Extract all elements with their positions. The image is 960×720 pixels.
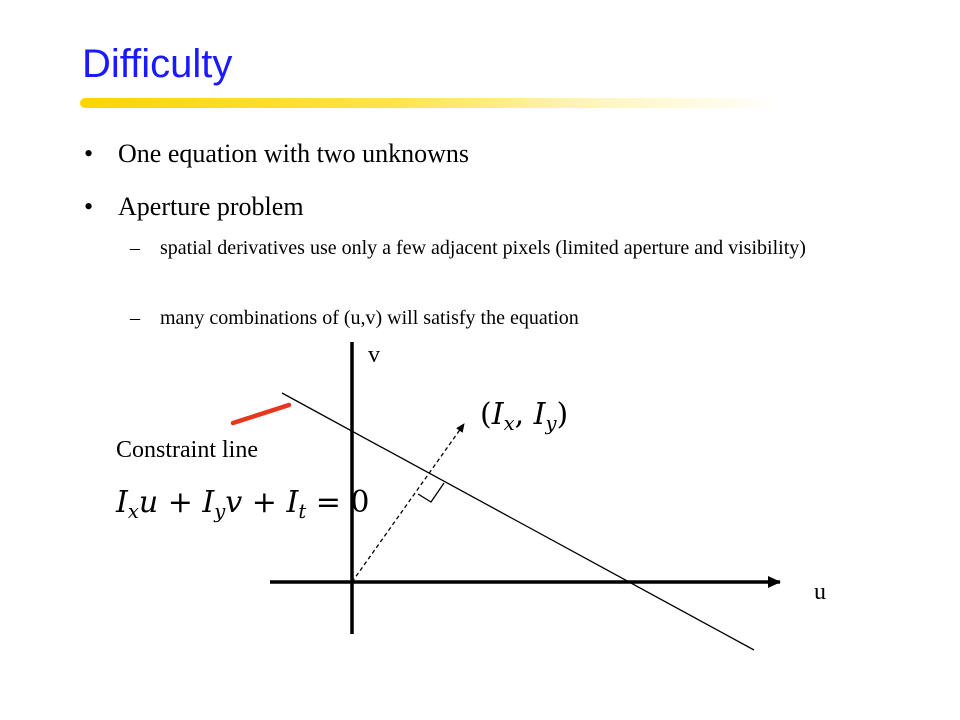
u-axis-label: u xyxy=(814,579,826,605)
right-angle-marker xyxy=(418,483,444,502)
sub-bullet-text: spatial derivatives use only a few adjacent pixels (limited aperture and visibility) xyxy=(160,237,806,259)
bullet-text: Aperture problem xyxy=(118,192,304,221)
red-pointer-arrow xyxy=(233,405,289,423)
bullet-text: One equation with two unknowns xyxy=(118,139,469,168)
sub-bullet-dash: – xyxy=(130,307,140,329)
constraint-line-label: Constraint line xyxy=(116,437,258,463)
constraint-equation: $I_xu + I_yv + I_t = 0$ xyxy=(116,485,370,523)
bullet-glyph: • xyxy=(84,139,94,168)
v-axis-label: v xyxy=(368,342,380,368)
sub-bullet-dash: – xyxy=(130,237,140,259)
gradient-vector-label: ($I_x$, $I_y$) xyxy=(480,397,569,435)
slide-title: Difficulty xyxy=(82,42,233,86)
bullet-glyph: • xyxy=(84,192,94,221)
sub-bullet-text: many combinations of (u,v) will satisfy the equation xyxy=(160,307,579,329)
